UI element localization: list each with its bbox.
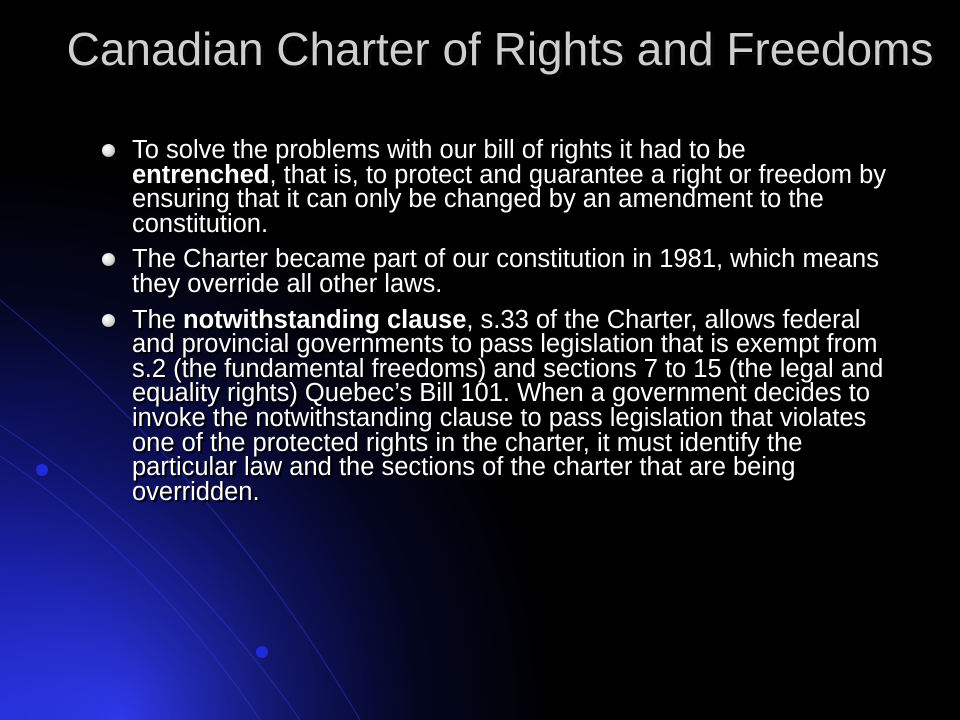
- bullet-text-cont: , that is, to protect and guarantee a right or freedom by ensuring that it can only be changed by an amendment to the constitution.: [132, 160, 887, 238]
- bullet-text: The Charter became part of our constitution in 1981, which means they override all other laws.: [132, 245, 879, 298]
- bullet-text: The: [132, 305, 184, 334]
- bullet-text-cont: , s.33 of the Charter, allows federal and provincial governments to pass legislation that is exempt from s.2 (the fundamental freedoms) and sections 7 to 15 (the legal and equality rights) Quebec’s Bill 101. When a government decides to invoke the notwithstanding clause to pass legislation that violates one of the protected rights in the charter, it must identify the particular law and the sections of the charter that are being overridden.: [132, 305, 884, 506]
- bullet-dot-icon: [102, 144, 115, 157]
- bullet-list: [96, 138, 896, 515]
- decorative-dot: [36, 464, 48, 476]
- bold-term-entrenched: entrenched: [132, 160, 270, 189]
- bullet-item-notwithstanding: [96, 305, 896, 506]
- bullet-dot-icon: [102, 253, 115, 266]
- bullet-item-entrenched: [96, 138, 896, 236]
- bullet-item-charter-1981: [96, 247, 896, 296]
- decorative-dot: [256, 646, 268, 658]
- slide-title: Canadian Charter of Rights and Freedoms: [66, 23, 934, 75]
- bullet-text: To solve the problems with our bill of rights it had to be: [132, 136, 746, 164]
- bold-term-notwithstanding: notwithstanding clause: [183, 305, 467, 334]
- bullet-dot-icon: [102, 314, 115, 327]
